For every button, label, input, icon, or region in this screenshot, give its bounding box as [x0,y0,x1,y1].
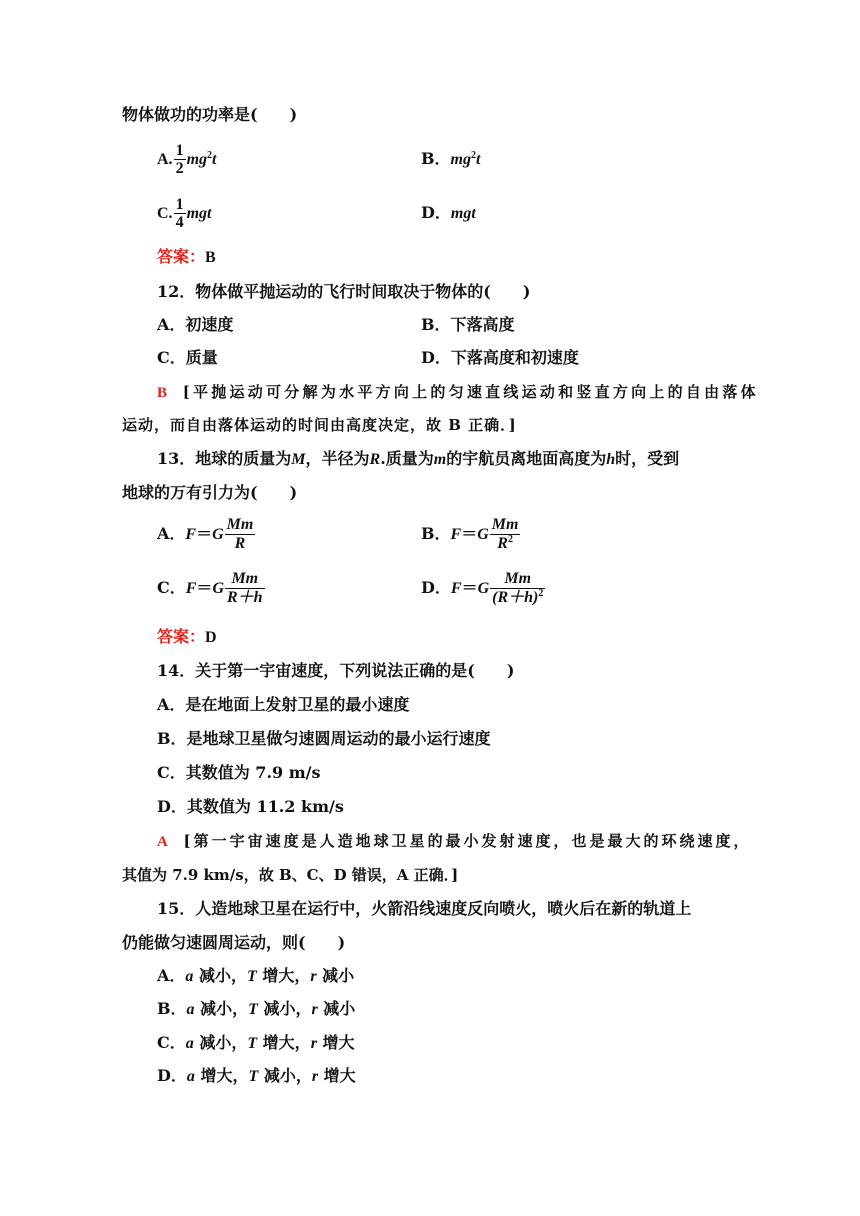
fraction [490,570,545,607]
var-r: r [311,1001,318,1018]
numerator: 1 [175,142,184,159]
var-M: M [291,451,306,468]
q11-option-d [421,202,476,225]
formula-var: t [475,151,481,168]
formula-var: t [212,151,217,168]
q14-option-b: B．是地球卫星做匀速圆周运动的最小运行速度 [157,729,491,748]
denominator [490,588,545,607]
var-m: m [433,451,447,468]
option-text: 减小， [257,999,312,1018]
option-label: D． [157,1066,187,1085]
option-text: 减小 [316,966,355,985]
answer-value: D [205,629,217,646]
q14-explanation-line2: 其值为 7.9 km/s，故 B、C、D 错误，A 正确．] [122,866,459,884]
option-text: 减小， [258,1066,312,1085]
q11-option-c [157,196,211,231]
denominator [490,534,521,553]
var-G: G [477,526,489,543]
q11-stem-tail: 物体做功的功率是( ) [122,105,298,124]
denominator: R [225,534,256,553]
var-r: r [310,968,317,985]
q11-option-a [157,142,216,177]
q15-stem-line1: 15．人造地球卫星在运行中，火箭沿线速度反向喷火，喷火后在新的轨道上 [157,899,692,918]
q14-option-d: D．其数值为 11.2 km/s [157,797,344,816]
fraction [174,142,186,177]
fraction [225,516,256,553]
fraction [225,570,265,607]
option-label: A． [157,966,186,985]
q15-stem-line2: 仍能做匀速圆周运动，则( ) [122,933,346,952]
q11-option-b [421,148,480,171]
q15-option-b [157,998,355,1021]
var-a: a [186,1068,195,1085]
answer-label: 答案： [157,247,206,266]
q12-stem: 12．物体做平抛运动的飞行时间取决于物体的( ) [157,282,531,301]
var-F: F [450,580,462,597]
var-T: T [247,968,257,985]
answer-label: 答案： [157,627,206,646]
var-T: T [248,1001,258,1018]
answer-value: B [157,385,168,401]
option-label: A. [157,151,173,168]
q12-option-b: B．下落高度 [421,315,515,334]
var-T: T [248,1068,259,1085]
explanation-text: [第一宇宙速度是人造地球卫星的最小发射速度，也是最大的环绕速度， [183,832,750,850]
var-a: a [185,968,194,985]
var-r: r [310,1035,317,1052]
q13-option-b [421,516,521,553]
option-label: C． [157,578,186,597]
q14-explanation-line1 [157,830,750,853]
option-text: 减小 [317,999,356,1018]
numerator: Mm [226,516,254,533]
option-text: 减小， [194,999,249,1018]
q15-option-c [157,1032,355,1055]
numerator: Mm [491,516,519,533]
answer-value: A [157,834,168,850]
superscript: 2 [470,150,476,161]
option-label: A． [157,524,186,543]
var-a: a [186,1001,195,1018]
equals: ＝ [196,524,213,543]
option-label: B． [421,524,451,543]
option-label: B． [157,999,187,1018]
q14-stem: 14．关于第一宇宙速度，下列说法正确的是( ) [157,661,515,680]
option-text: 减小， [193,966,247,985]
formula: mg [186,151,208,168]
var-G: G [212,526,224,543]
var-r: r [311,1068,319,1085]
formula: mgt [450,205,476,222]
var-R: R [369,451,381,468]
formula: mg [450,151,471,168]
var-G: G [212,580,224,597]
numerator: Mm [231,570,259,587]
numerator: Mm [504,570,532,587]
denominator: R＋h [227,589,263,606]
option-text: 增大， [256,966,311,985]
var-F: F [185,526,197,543]
fraction [174,196,186,231]
var-T: T [247,1035,258,1052]
denominator: 2 [175,160,184,177]
den-text: (R＋h) [492,589,539,606]
q14-option-a: A．是在地面上发射卫星的最小速度 [157,695,410,714]
q12-explanation-line1 [157,381,757,404]
formula: mgt [186,205,212,222]
option-text: 增大 [318,1066,356,1085]
option-text: 减小， [193,1033,248,1052]
option-label: D． [421,203,451,222]
var-F: F [450,526,462,543]
q12-option-a: A．初速度 [157,315,234,334]
q11-answer [157,246,216,269]
den-text: R [497,535,508,552]
answer-value: B [205,249,216,266]
fraction [490,516,521,553]
superscript: 2 [207,150,213,161]
explanation-text: [平抛运动可分解为水平方向上的匀速直线运动和竖直方向上的自由落体 [182,383,757,401]
option-text: 增大， [194,1066,249,1085]
numerator: 1 [175,196,184,213]
q13-option-c [157,570,266,607]
var-G: G [477,580,490,597]
superscript: 2 [507,534,513,545]
q13-stem-line1 [157,448,679,471]
stem-text: .质量为 [380,449,434,468]
denominator: 4 [175,214,184,231]
q12-option-c: C．质量 [157,348,218,367]
option-text: 增大， [257,1033,311,1052]
q15-option-d [157,1065,356,1088]
q13-option-d [421,570,546,607]
q14-option-c: C．其数值为 7.9 m/s [157,763,321,782]
var-h: h [606,451,616,468]
var-a: a [185,1035,194,1052]
q15-option-a [157,965,354,988]
var-F: F [185,580,197,597]
q13-answer [157,626,217,649]
stem-text: 的宇航员离地面高度为 [446,449,607,468]
q13-stem-line2: 地球的万有引力为( ) [122,483,298,502]
option-label: C． [157,1033,186,1052]
option-label: D． [421,578,451,597]
superscript: 2 [538,588,544,599]
option-label: B． [421,149,451,168]
q12-explanation-line2: 运动，而自由落体运动的时间由高度决定，故 B 正确．] [122,416,517,434]
stem-text: 13．地球的质量为 [157,449,292,468]
equals: ＝ [461,578,478,597]
option-text: 增大 [316,1033,355,1052]
stem-text: 时，受到 [615,449,680,468]
q13-option-a [157,516,256,553]
stem-text: ，半径为 [305,449,370,468]
q12-option-d: D．下落高度和初速度 [421,348,579,367]
equals: ＝ [461,524,478,543]
option-label: C. [157,205,173,222]
equals: ＝ [196,578,213,597]
